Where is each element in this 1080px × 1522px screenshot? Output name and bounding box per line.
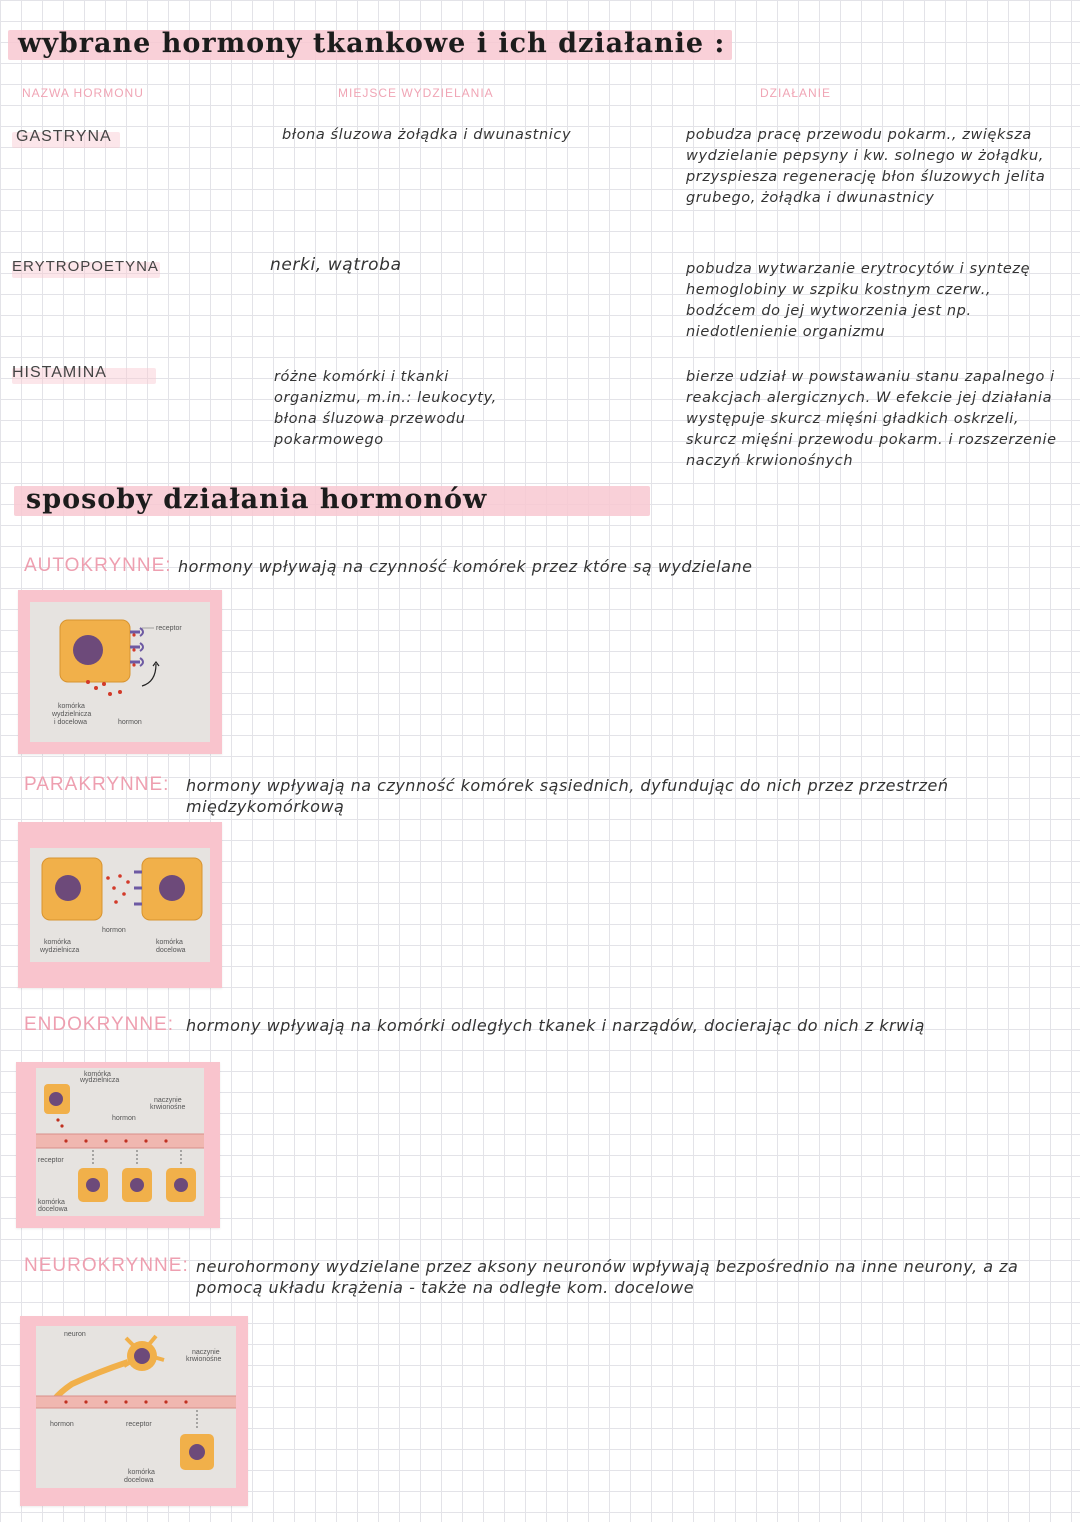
diagram-label: docelowa [124,1477,154,1484]
autocrine-diagram [18,590,222,754]
column-header-place: MIEJSCE WYDZIELANIA [338,86,494,100]
mode-description-endocrine: hormony wpływają na komórki odległych tkanek i narządów, docierając do nich z krwią [186,1016,925,1035]
diagram-label: komórka [128,1469,155,1476]
diagram-label: hormon [102,927,126,934]
hormone-place: błona śluzowa żołądka i dwunastnicy [282,127,572,143]
mode-description-autocrine: hormony wpływają na czynność komórek przez które są wydzielane [178,557,753,576]
diagram-label: i docelowa [54,719,88,726]
mode-label-paracrine: PARAKRYNNE: [24,774,170,795]
diagram-label: komórka [156,939,183,946]
diagram-label: komórka [44,939,71,946]
diagram-label: naczynie [192,1349,220,1356]
diagram-label: krwionośne [150,1104,186,1111]
hormone-place: nerki, wątroba [270,255,402,275]
diagram-label: naczynie [154,1097,182,1104]
hormone-name: ERYTROPOETYNA [12,258,159,275]
neurocrine-diagram [20,1316,248,1506]
hormone-place: różne komórki i tkanki organizmu, m.in.: leukocyty, błona śluzowa przewodu pokarmowego [274,369,497,448]
diagram-label: komórka [84,1071,111,1078]
column-header-action: DZIAŁANIE [760,86,832,100]
endocrine-diagram [16,1062,220,1228]
diagram-label: hormon [118,719,142,726]
diagram-label: wydzielnicza [80,1077,120,1084]
diagram-label: receptor [38,1157,64,1164]
diagram-label: hormon [50,1421,74,1428]
diagram-label: wydzielnicza [40,947,80,954]
diagram-label: docelowa [156,947,186,954]
page-title: wybrane hormony tkankowe i ich działanie : [18,28,726,59]
diagram-label: docelowa [38,1206,68,1213]
diagram-label: receptor [156,625,182,632]
hormone-name: GASTRYNA [16,128,112,145]
diagram-label: krwionośne [186,1356,222,1363]
diagram-label: wydzielnicza [52,711,92,718]
diagram-label: komórka [38,1199,65,1206]
mode-label-autocrine: AUTOKRYNNE: [24,555,172,576]
hormone-name: HISTAMINA [12,364,107,381]
section-title: sposoby działania hormonów [26,484,488,515]
diagram-label: receptor [126,1421,152,1428]
diagram-label: komórka [58,703,85,710]
hormone-action: pobudza pracę przewodu pokarm., zwiększa wydzielanie pepsyny i kw. solnego w żołądku, przyspiesza regenerację błon śluzowych jelita grubego, żołądka i dwunastnicy [686,127,1046,206]
column-header-name: NAZWA HORMONU [22,86,144,100]
diagram-label: neuron [64,1331,86,1338]
paracrine-diagram [18,822,222,988]
mode-label-endocrine: ENDOKRYNNE: [24,1014,175,1035]
hormone-action: bierze udział w powstawaniu stanu zapalnego i reakcjach alergicznych. W efekcie jej działania występuje skurcz mięśni gładkich oskrzeli, skurcz mięśni przewodu pokarm. i rozszerzenie naczyń krwionośnych [686,369,1057,469]
mode-description-paracrine: hormony wpływają na czynność komórek sąsiednich, dyfundując do nich przez przestrzeń międzykomórkową [186,776,949,816]
mode-label-neurocrine: NEUROKRYNNE: [24,1255,189,1276]
mode-description-neurocrine: neurohormony wydzielane przez aksony neuronów wpływają bezpośrednio na inne neurony, a za pomocą układu krążenia - także na odległe kom. docelowe [196,1257,1019,1297]
diagram-label: hormon [112,1115,136,1122]
hormone-action: pobudza wytwarzanie erytrocytów i syntezę hemoglobiny w szpiku kostnym czerw., bodźcem do jej wytworzenia jest np. niedotlenienie organizmu [686,261,1031,340]
